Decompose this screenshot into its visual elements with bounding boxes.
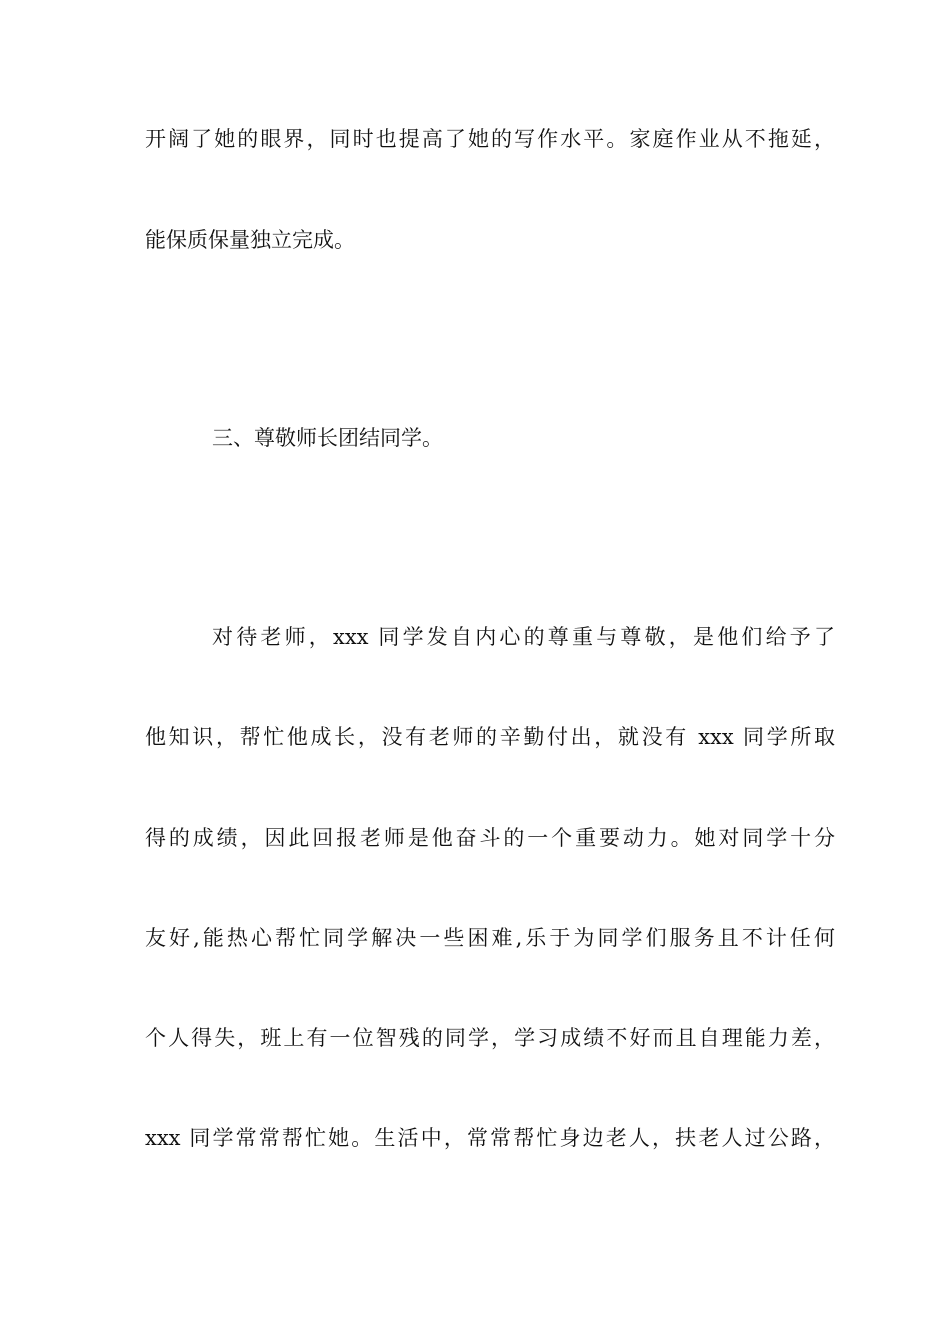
paragraph-line: 对待老师，xxx 同学发自内心的尊重与尊敬，是他们给予了 [212,625,835,649]
section-heading: 三、尊敬师长团结同学。 [212,426,443,450]
paragraph-line: 个人得失，班上有一位智残的同学，学习成绩不好而且自理能力差， [145,1026,835,1050]
paragraph-line: 友好,能热心帮忙同学解决一些困难,乐于为同学们服务且不计任何 [145,926,835,950]
paragraph-line: 能保质保量独立完成。 [145,228,355,252]
paragraph-line: 得的成绩，因此回报老师是他奋斗的一个重要动力。她对同学十分 [145,826,835,850]
paragraph-line: 开阔了她的眼界，同时也提高了她的写作水平。家庭作业从不拖延， [145,127,835,151]
paragraph-line: 他知识，帮忙他成长，没有老师的辛勤付出，就没有 xxx 同学所取 [145,725,835,749]
paragraph-line: xxx 同学常常帮忙她。生活中，常常帮忙身边老人，扶老人过公路， [145,1126,835,1150]
